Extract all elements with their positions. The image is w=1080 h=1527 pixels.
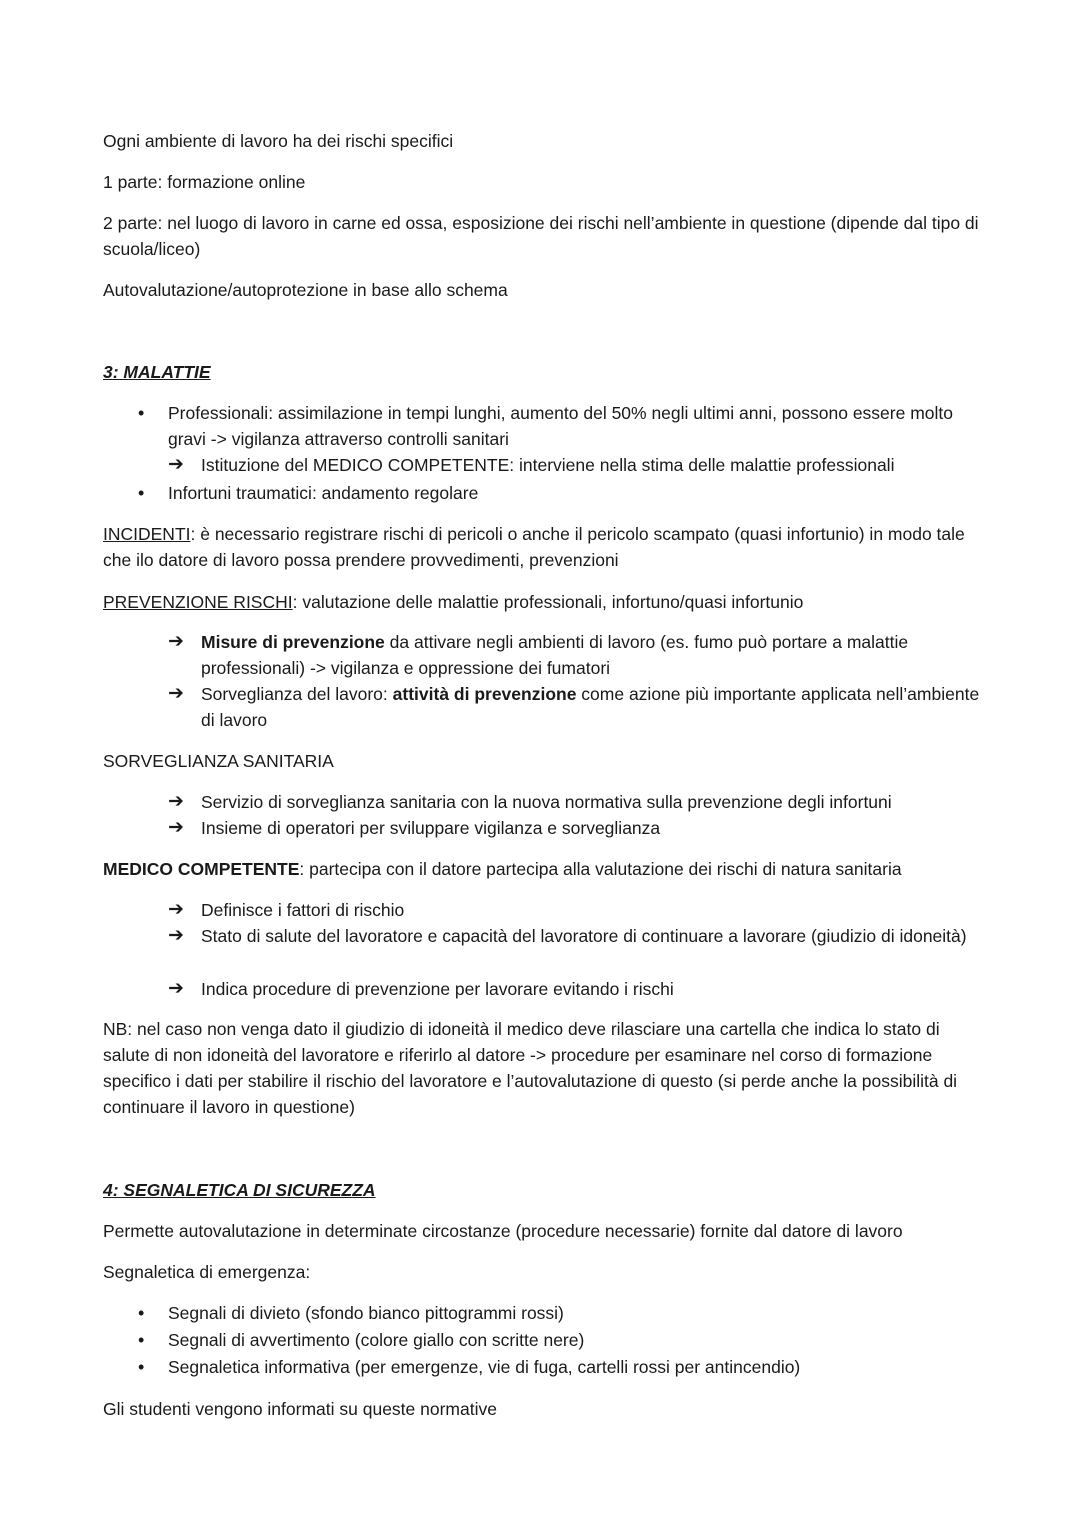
arrow-item-text: Sorveglianza del lavoro:: [201, 684, 393, 704]
bullet-icon: •: [138, 483, 145, 503]
arrow-item-text: Servizio di sorveglianza sanitaria con la nuova normativa sulla prevenzione degli infortuni: [201, 792, 892, 812]
arrow-icon: ➔: [168, 817, 184, 838]
arrow-icon: ➔: [168, 631, 184, 652]
bullet-icon: •: [138, 1303, 145, 1323]
arrow-item-text: Definisce i fattori di rischio: [201, 900, 405, 920]
arrow-icon: ➔: [168, 791, 184, 812]
intro-line-1: Ogni ambiente di lavoro ha dei rischi specifici: [103, 131, 454, 151]
medico-paragraph: [103, 856, 983, 882]
arrow-item-text: Insieme di operatori per sviluppare vigilanza e sorveglianza: [201, 818, 661, 838]
arrow-icon: ➔: [168, 978, 184, 999]
list-item: [138, 1300, 968, 1326]
prevenzione-label: PREVENZIONE RISCHI: [103, 592, 293, 612]
arrow-item: [168, 789, 981, 815]
bullet-icon: •: [138, 1330, 145, 1350]
arrow-item-text: da attivare negli ambienti di lavoro (es. fumo può portare a malattie professionali) -> vigilanza e oppressione dei fumatori: [201, 632, 909, 678]
arrow-icon: ➔: [168, 683, 184, 704]
sorveglianza-title: SORVEGLIANZA SANITARIA: [103, 751, 334, 771]
prevenzione-paragraph: [103, 589, 983, 615]
arrow-item-text: Stato di salute del lavoratore e capacità del lavoratore di continuare a lavorare (giudizio di idoneità): [201, 926, 967, 946]
list-item: [138, 480, 968, 506]
bold-term: attività di prevenzione: [392, 684, 577, 704]
arrow-item: [168, 681, 981, 733]
bullet-icon: •: [138, 1357, 145, 1377]
section-3-heading: 3: MALATTIE: [103, 362, 211, 382]
medico-label: MEDICO COMPETENTE: [103, 859, 300, 879]
bold-term: Misure di prevenzione: [201, 632, 385, 652]
arrow-item: [168, 976, 981, 1002]
arrow-item-text: Indica procedure di prevenzione per lavorare evitando i rischi: [201, 979, 674, 999]
segnaletica-emergenza-label: Segnaletica di emergenza:: [103, 1262, 311, 1282]
list-item: [138, 1327, 968, 1353]
intro-line-3: 2 parte: nel luogo di lavoro in carne ed ossa, esposizione dei rischi nell’ambiente in questione (dipende dal tipo di scuola/liceo): [103, 213, 979, 259]
arrow-item-text: come azione più importante applicata nell’ambiente di lavoro: [201, 684, 980, 730]
section-4-heading: 4: SEGNALETICA DI SICUREZZA: [103, 1180, 376, 1200]
list-item-text: Segnali di avvertimento (colore giallo con scritte nere): [168, 1330, 585, 1350]
incidenti-text: : è necessario registrare rischi di pericoli o anche il pericolo scampato (quasi infortunio) in modo tale che ilo datore di lavoro possa prendere provvedimenti, prevenzioni: [103, 524, 965, 570]
incidenti-paragraph: [103, 521, 983, 573]
arrow-icon: ➔: [168, 925, 184, 946]
list-item-text: Infortuni traumatici: andamento regolare: [168, 483, 479, 503]
prevenzione-text: : valutazione delle malattie professionali, infortuno/quasi infortunio: [292, 592, 804, 612]
intro-line-4: Autovalutazione/autoprotezione in base allo schema: [103, 280, 508, 300]
arrow-item-text: Istituzione del MEDICO COMPETENTE: interviene nella stima delle malattie professionali: [201, 455, 895, 475]
medico-text: : partecipa con il datore partecipa alla valutazione dei rischi di natura sanitaria: [299, 859, 902, 879]
incidenti-label: INCIDENTI: [103, 524, 191, 544]
list-item-text: Segnali di divieto (sfondo bianco pittogrammi rossi): [168, 1303, 564, 1323]
arrow-icon: ➔: [168, 899, 184, 920]
arrow-item: [168, 452, 981, 478]
arrow-item: [168, 923, 981, 949]
closing-paragraph: Gli studenti vengono informati su queste normative: [103, 1399, 497, 1419]
segnaletica-paragraph: Permette autovalutazione in determinate circostanze (procedure necessarie) fornite dal datore di lavoro: [103, 1221, 903, 1241]
nb-paragraph: NB: nel caso non venga dato il giudizio di idoneità il medico deve rilasciare una cartella che indica lo stato di salute di non idoneità del lavoratore e riferirlo al datore -> procedure per esaminare nel corso di formazione specifico i dati per stabilire il rischio del lavoratore e l’autovalutazione di questo (si perde anche la possibilità di continuare il lavoro in questione): [103, 1019, 958, 1117]
arrow-item: [168, 815, 981, 841]
arrow-item: [168, 897, 981, 923]
list-item-text: Professionali: assimilazione in tempi lunghi, aumento del 50% negli ultimi anni, possono essere molto gravi -> vigilanza attraverso controlli sanitari: [168, 403, 954, 449]
bullet-icon: •: [138, 403, 145, 423]
arrow-icon: ➔: [168, 454, 184, 475]
intro-line-2: 1 parte: formazione online: [103, 172, 306, 192]
list-item: [138, 1354, 968, 1380]
list-item: [138, 400, 968, 452]
arrow-item: [168, 629, 981, 681]
list-item-text: Segnaletica informativa (per emergenze, vie di fuga, cartelli rossi per antincendio): [168, 1357, 801, 1377]
